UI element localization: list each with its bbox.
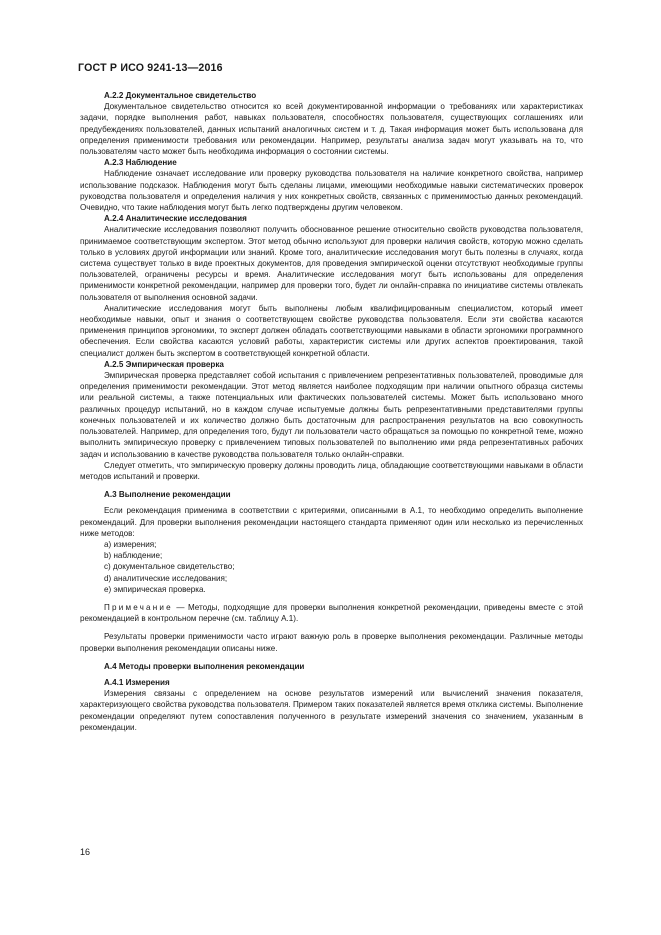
section-a25-paragraph-1: Эмпирическая проверка представляет собой испытания с привлечением репрезентативных пользователей, проводимые для определения применимости рекомендации. Этот метод является наиболее подходящим при наличии опытного образца системы или реальной системы, а также потенциальных или фактических пользователей системы. Может быть использовано много различных процедур испытаний, но в каждом случае испытуемые должны быть репрезентативными представителями группы конечных пользователей и их количество должно быть достаточным для распространения результатов на всю совокупность пользователей. Например, для определения того, будут ли пользователи часто обращаться за помощью по конкретной теме, можно выполнить эмпирическую проверку с привлечением типовых пользователей по выполнению ими ряда репрезентативных рабочих задач и использованию в качестве руководства пользователя только онлайн-справки. [80,371,583,459]
section-a23-paragraph: Наблюдение означает исследование или проверку руководства пользователя на наличие конкретного свойства, например использование подсказок. Наблюдения могут быть сделаны лицами, имеющими необходимые навыки систематических проверок руководства пользователя и определения наличия у них конкретных свойств, связанных с применимостью данных рекомендаций. Очевидно, что такие наблюдения могут быть легко подтверждены другим человеком. [80,169,583,213]
section-a3-heading: А.3 Выполнение рекомендации [104,490,231,500]
list-item: c) документальное свидетельство; [104,562,235,572]
section-a4-heading: А.4 Методы проверки выполнения рекомендации [104,661,305,671]
section-a25-paragraph-2: Следует отметить, что эмпирическую проверку должны проводить лица, обладающие соответствующими навыками в области методов испытаний и проверки. [80,460,583,481]
document-header: ГОСТ Р ИСО 9241-13—2016 [78,62,223,74]
note-block [80,602,583,624]
note-paragraph [80,602,583,624]
list-item: e) эмпирическая проверка. [104,584,206,594]
note-label: Примечание [104,602,173,612]
list-item: a) измерения; [104,539,157,549]
section-a24-paragraph-1: Аналитические исследования позволяют получить обоснованное решение относительно свойств руководства пользователя, принимаемое соответствующим экспертом. Этот метод обычно используют для проверки наличия свойств, которую можно сделать только в условиях другой информации или знаний. Кроме того, аналитические исследования могут быть полезны в случаях, когда система существует только в виде проектных документов, для проведения эмпирической оценки отсутствуют необходимые группы пользователей, ограничены ресурсы и время. Аналитические исследования могут быть использованы для определения применимости конкретной рекомендации, например для проверки того, будет ли онлайн-справка по инициативе системы отвлекать пользователя от выполнения основной задачи. [80,225,583,302]
section-a24-heading: А.2.4 Аналитические исследования [104,214,247,224]
page-number: 16 [80,847,91,857]
section-a24-paragraph-2: Аналитические исследования могут быть выполнены любым квалифицированным специалистом, который имеет необходимые навыки, опыт и знания о соответствующем свойстве руководства пользователя. Если эти свойства касаются применения принципов эргономики, то эксперт должен обладать соответствующими навыками в области эргономики программного обеспечения. Если свойства касаются условий работы, характеристик системы или других аспектов проектирования, такой специалист должен быть экспертом в соответствующей конкретной области. [80,303,583,358]
list-item: b) наблюдение; [104,551,163,561]
section-a41-heading: А.4.1 Измерения [104,677,170,687]
section-a22-heading: А.2.2 Документальное свидетельство [104,91,257,100]
section-a25-heading: А.2.5 Эмпирическая проверка [104,359,224,369]
note-text: — Методы, подходящие для проверки выполнения конкретной рекомендации, приведены вместе с этой рекомендацией в контрольном перечне (см. таблицу А.1). [80,602,583,624]
methods-list [80,539,583,595]
section-a22-paragraph: Документальное свидетельство относится ко всей документированной информации о требованиях или характеристиках задачи, порядке выполнения работ, навыках пользователя, способностях пользователя, существующих соглашениях или предубеждениях пользователей, данных испытаний аналогичных систем и т. д. Такая информация может быть использована для определения применимости требования или рекомендации. Например, результаты анализа задач могут указывать на то, что пользователям часто может быть необходима информация о состоянии системы. [80,102,583,157]
section-a3-paragraph-2: Результаты проверки применимости часто играют важную роль в проверке выполнения рекомендации. Различные методы проверки выполнения рекомендации описаны ниже. [80,632,583,653]
section-a41-paragraph: Измерения связаны с определением на основе результатов измерений или вычислений значения показателя, характеризующего свойства руководства пользователя. Примером таких показателей является время отклика системы. Выполнение рекомендации определяют путем сопоставления полученного в результате измерений значения со значением, указанным в рекомендации. [80,689,583,732]
document-body [80,90,583,733]
list-item: d) аналитические исследования; [104,573,228,583]
section-a23-heading: А.2.3 Наблюдение [104,158,177,168]
section-a3-paragraph-1: Если рекомендация применима в соответствии с критериями, описанными в А.1, то необходимо определить выполнение рекомендаций. Для проверки выполнения рекомендации настоящего стандарта применяют один или несколько из перечисленных ниже методов: [80,506,583,538]
